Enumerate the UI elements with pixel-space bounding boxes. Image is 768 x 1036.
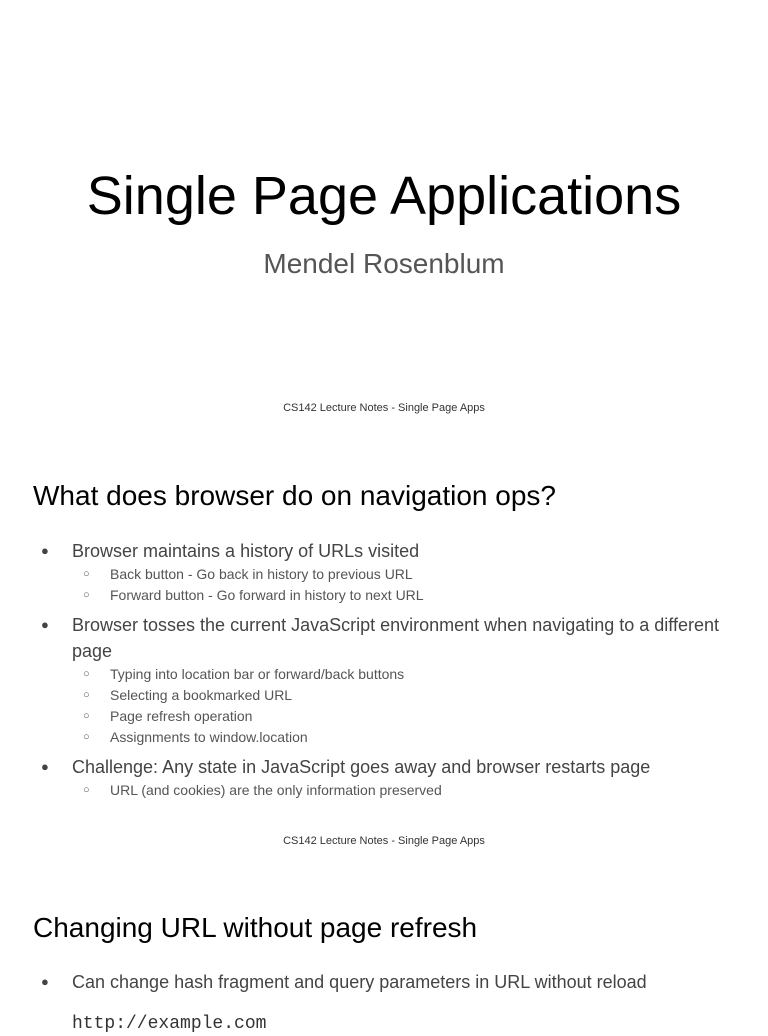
sub-list-item xyxy=(72,780,730,801)
bullet-dot-icon: ● xyxy=(41,543,49,558)
sub-list-item xyxy=(72,685,730,706)
bullet-text: Browser maintains a history of URLs visited xyxy=(72,541,420,561)
sub-bullet-text: Assignments to window.location xyxy=(110,729,308,745)
example-url-code: http://example.com xyxy=(72,1014,267,1034)
sub-bullet-text: Typing into location bar or forward/back buttons xyxy=(110,666,405,682)
bullet-circle-icon: ○ xyxy=(83,710,90,722)
author-name: Mendel Rosenblum xyxy=(263,248,505,279)
list-item xyxy=(40,538,730,606)
bullet-circle-icon: ○ xyxy=(83,568,90,580)
bullet-text: Browser tosses the current JavaScript environment when navigating to a different page xyxy=(72,615,720,661)
bullet-circle-icon: ○ xyxy=(83,784,90,796)
sub-bullet-text: Forward button - Go forward in history to next URL xyxy=(110,587,424,603)
sub-bullet-text: URL (and cookies) are the only information preserved xyxy=(110,782,442,798)
sub-bullet-list xyxy=(72,564,730,606)
bullet-text: Can change hash fragment and query parameters in URL without reload xyxy=(72,972,647,992)
presentation-title: Single Page Applications xyxy=(86,166,682,226)
changing-url-slide xyxy=(0,864,768,1034)
bullet-circle-icon: ○ xyxy=(83,589,90,601)
sub-bullet-text: Back button - Go back in history to previous URL xyxy=(110,566,413,582)
slide-heading: Changing URL without page refresh xyxy=(33,912,478,943)
slide-footer: CS142 Lecture Notes - Single Page Apps xyxy=(283,835,485,847)
sub-bullet-text: Page refresh operation xyxy=(110,708,253,724)
list-item xyxy=(40,612,730,748)
bullet-list xyxy=(40,538,730,807)
sub-bullet-list xyxy=(72,780,730,801)
slide-footer: CS142 Lecture Notes - Single Page Apps xyxy=(283,402,485,414)
bullet-list xyxy=(40,969,730,1001)
bullet-circle-icon: ○ xyxy=(83,689,90,701)
bullet-circle-icon: ○ xyxy=(83,731,90,743)
sub-list-item xyxy=(72,664,730,685)
list-item xyxy=(40,754,730,801)
sub-list-item xyxy=(72,706,730,727)
sub-list-item xyxy=(72,564,730,585)
bullet-dot-icon: ● xyxy=(41,617,49,632)
sub-list-item xyxy=(72,585,730,606)
bullet-dot-icon: ● xyxy=(41,974,49,989)
sub-bullet-text: Selecting a bookmarked URL xyxy=(110,687,293,703)
bullet-text: Challenge: Any state in JavaScript goes away and browser restarts page xyxy=(72,757,651,777)
slide-heading: What does browser do on navigation ops? xyxy=(33,480,556,511)
bullet-circle-icon: ○ xyxy=(83,668,90,680)
title-slide xyxy=(0,0,768,432)
navigation-ops-slide xyxy=(0,432,768,864)
sub-bullet-list xyxy=(72,664,730,748)
sub-list-item xyxy=(72,727,730,748)
bullet-dot-icon: ● xyxy=(41,759,49,774)
list-item xyxy=(40,969,730,995)
